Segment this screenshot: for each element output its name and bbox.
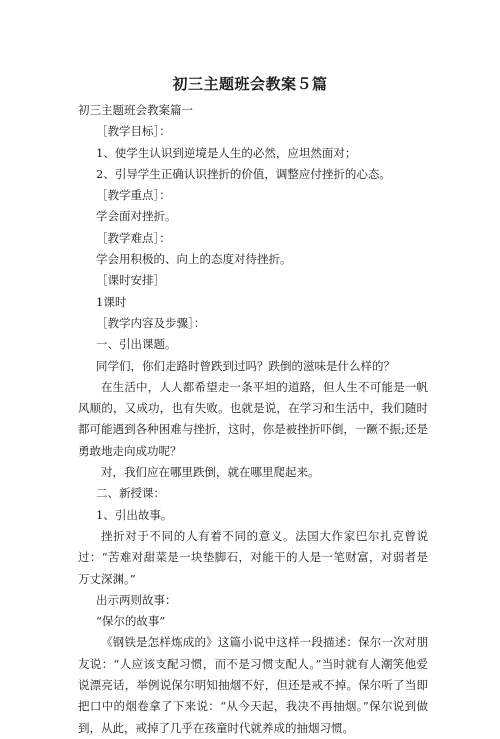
goal-item-2: 2、引导学生正确认识挫折的价值，调整应付挫折的心态。 [96,166,391,181]
paragraph: 挫折对于不同的人有着不同的意义。法国大作家巴尔扎克曾说过：“苦难对甜菜是一块垫脚石，对能干的人是一笔财富，对弱者是万丈深渊。” [78,528,428,586]
step-heading-2: 二、新授课： [96,486,165,501]
label-teaching-goals: ［教学目标］： [96,124,171,139]
focus-text: 学会面对挫折。 [96,209,177,224]
paragraph: 在生活中，人人都希望走一条平坦的道路，但人生不可能是一帆风顺的，又成功，也有失败。也就是说，在学习和生活中，我们随时都可能遇到各种困难与挫折，这时，你是被挫折吓倒，一蹶不振;还是勇敢地走向成功呢？ [78,379,428,458]
section-heading: 初三主题班会教案篇一 [78,103,193,117]
document-body [78,100,428,739]
sub-heading: 1、引出故事。 [96,507,173,522]
goal-item-1: 1、使学生认识到逆境是人生的必然，应坦然面对； [96,145,357,160]
paragraph: 对，我们应在哪里跌倒，就在哪里爬起来。 [101,465,320,480]
step-heading-1: 一、引出课题。 [96,337,177,352]
document-title: 初三主题班会教案５篇 [172,75,328,93]
paragraph: 同学们，你们走路时曾跌到过吗？跌倒的滋味是什么样的？ [96,358,395,373]
label-content-steps: ［教学内容及步骤］： [96,315,206,330]
label-teaching-difficulty: ［教学难点］： [96,230,171,245]
paragraph: 出示两则故事： [96,592,177,607]
paragraph: 《钢铁是怎样炼成的》这篇小说中这样一段描述：保尔一次对朋友说：“人应该支配习惯，而不是习惯支配人。”当时就有人潮笑他爱说漂亮话，举例说保尔明知抽烟不好，但还是戒不掉。保尔听了当即把口中的烟卷拿了下来说：“从今天起，我决不再抽烟。”保尔说到做到，从此，戒掉了几乎在孩童时代就养成的抽烟习惯。 [78,635,428,735]
story-title: “保尔的故事” [96,614,166,629]
difficulty-text: 学会用积极的、向上的态度对待挫折。 [96,252,292,267]
label-teaching-focus: ［教学重点］： [96,188,171,203]
class-hours-text: 1课时 [96,294,127,309]
label-class-hours: ［课时安排］ [96,273,165,288]
